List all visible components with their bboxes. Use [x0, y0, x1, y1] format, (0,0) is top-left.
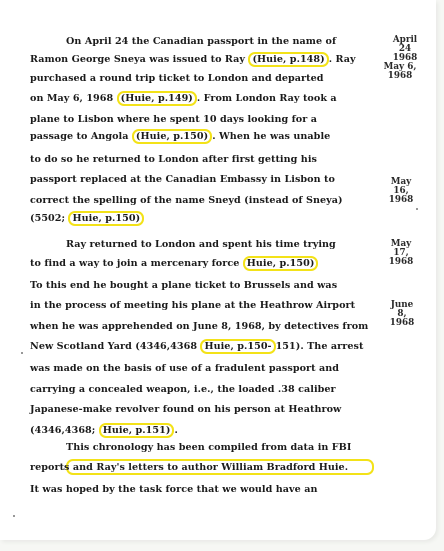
text-line: purchased a round trip ticket to London and departed — [30, 73, 324, 84]
highlight-citation: (Huie, p.149) — [117, 91, 197, 106]
text-line: carrying a concealed weapon, i.e., the loaded .38 caliber — [30, 384, 336, 395]
text-line: correct the spelling of the name Sneyd (instead of Sneya) — [30, 195, 343, 206]
text-line: This chronology has been compiled from data in FBI — [66, 442, 352, 453]
highlight-citation: Huie, p.151) — [99, 423, 175, 438]
text-line: when he was apprehended on June 8, 1968, by detectives from — [30, 321, 369, 332]
margin-date: April 24 1968 — [392, 35, 418, 63]
text-line: Japanese-make revolver found on his person at Heathrow — [30, 404, 342, 415]
highlight-citation: (Huie, p.150) — [132, 129, 212, 144]
margin-date: June 8, 1968 — [389, 300, 415, 328]
scan-speck — [21, 352, 23, 354]
text-line: plane to Lisbon where he spent 10 days looking for a — [30, 114, 318, 125]
text-line: It was hoped by the task force that we would have an — [30, 484, 318, 495]
scan-speck — [13, 515, 15, 517]
text-line: to find a way to join a mercenary force Huie, p.150) — [30, 258, 318, 269]
highlight-citation: Huie, p.150- — [200, 339, 275, 354]
text-line: on May 6, 1968 (Huie, p.149) . From London Ray took a — [30, 93, 337, 104]
text-line: (5502; Huie, p.150) — [30, 213, 144, 224]
text-line: passage to Angola (Huie, p.150) . When he was unable — [30, 131, 331, 142]
text-line: On April 24 the Canadian passport in the name of — [66, 36, 337, 47]
scan-speck — [416, 208, 418, 210]
text-line: reports and Ray's letters to author William Bradford Huie. — [30, 462, 349, 473]
text-line: passport replaced at the Canadian Embassy in Lisbon to — [30, 174, 335, 185]
text-line: Ray returned to London and spent his time trying — [66, 239, 336, 250]
text-line: was made on the basis of use of a fradulent passport and — [30, 363, 340, 374]
text-line: in the process of meeting his plane at the Heathrow Airport — [30, 300, 356, 311]
text-line: To this end he bought a plane ticket to Brussels and was — [30, 280, 338, 291]
text-line: New Scotland Yard (4346,4368 Huie, p.150- 151). The arrest — [30, 341, 364, 352]
highlight-citation: (Huie, p.148) — [248, 52, 328, 67]
highlight-citation: Huie, p.150) — [68, 211, 144, 226]
highlight-citation: Huie, p.150) — [243, 256, 319, 271]
margin-date: May 16, 1968 — [388, 177, 414, 205]
text-line: Ramon George Sneya was issued to Ray (Huie, p.148) . Ray — [30, 54, 356, 65]
margin-date: May 17, 1968 — [388, 239, 414, 267]
text-line: (4346,4368; Huie, p.151) . — [30, 425, 178, 436]
text-line: to do so he returned to London after first getting his — [30, 154, 317, 165]
margin-date: May 6, 1968 — [383, 62, 417, 81]
